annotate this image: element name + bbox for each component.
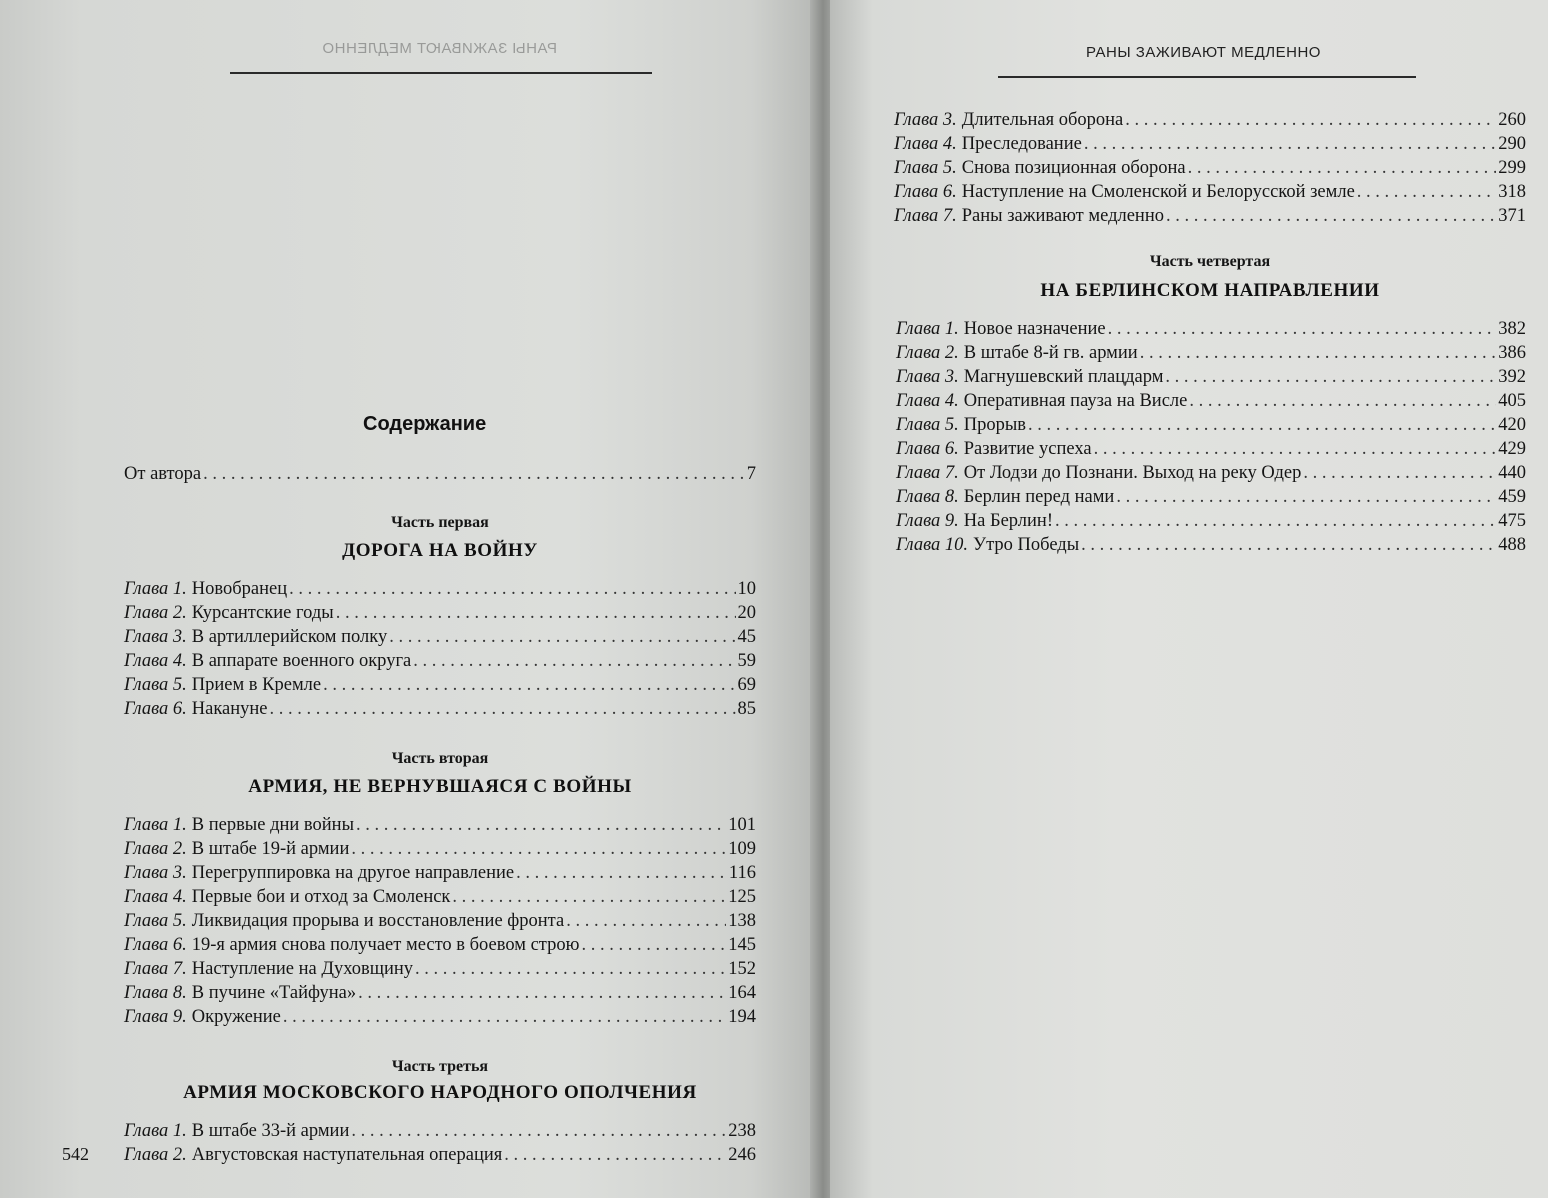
chapter-page: 382 xyxy=(1498,319,1526,339)
toc-heading: Содержание xyxy=(363,413,487,435)
part-label: Часть первая xyxy=(391,514,489,531)
chapter-title: Снова позиционная оборона xyxy=(961,158,1186,178)
chapter-label: Глава 6. xyxy=(124,935,187,955)
toc-entry xyxy=(124,1143,756,1167)
leader-dots xyxy=(1108,317,1497,341)
chapter-title: Прием в Кремле xyxy=(191,675,322,695)
chapter-page: 194 xyxy=(728,1007,756,1027)
leader-dots xyxy=(1166,204,1496,228)
page-number: 542 xyxy=(62,1144,89,1164)
chapter-title: В штабе 19-й армии xyxy=(191,839,350,859)
chapter-title: Первые бои и отход за Смоленск xyxy=(191,887,451,907)
chapter-page: 69 xyxy=(737,675,756,695)
header-rule xyxy=(998,76,1416,78)
chapter-title: Наступление на Смоленской и Белорусской земле xyxy=(961,182,1355,202)
chapter-title: Ликвидация прорыва и восстановление фронта xyxy=(191,911,565,931)
chapter-page: 371 xyxy=(1498,206,1526,226)
chapter-page: 85 xyxy=(737,699,756,719)
toc-entry xyxy=(896,341,1526,365)
part-label: Часть вторая xyxy=(391,750,489,767)
part-title: ДОРОГА НА ВОЙНУ xyxy=(342,540,538,561)
chapter-label: Глава 6. xyxy=(894,182,957,202)
chapter-label: Глава 7. xyxy=(894,206,957,226)
chapter-title: 19-я армия снова получает место в боевом строю xyxy=(191,935,580,955)
leader-dots xyxy=(389,625,735,649)
chapter-title: В первые дни войны xyxy=(191,815,355,835)
toc-entry xyxy=(124,885,756,909)
chapter-page: 420 xyxy=(1498,415,1526,435)
chapter-page: 429 xyxy=(1498,439,1526,459)
chapter-page: 20 xyxy=(737,603,756,623)
toc-entry xyxy=(124,909,756,933)
leader-dots xyxy=(351,837,726,861)
toc-entry xyxy=(894,180,1526,204)
leader-dots xyxy=(516,861,727,885)
leader-dots xyxy=(356,813,726,837)
leader-dots xyxy=(1055,509,1496,533)
chapter-page: 475 xyxy=(1498,511,1526,531)
right-page xyxy=(830,0,1548,1198)
chapter-page: 109 xyxy=(728,839,756,859)
toc-entry-title: От автора xyxy=(124,464,202,484)
part-title: НА БЕРЛИНСКОМ НАПРАВЛЕНИИ xyxy=(1040,280,1380,301)
chapter-title: В штабе 33-й армии xyxy=(191,1121,350,1141)
running-head: РАНЫ ЗАЖИВАЮТ МЕДЛЕННО xyxy=(1086,44,1321,61)
chapter-label: Глава 7. xyxy=(124,959,187,979)
toc-entry xyxy=(896,509,1526,533)
chapter-title: Наступление на Духовщину xyxy=(191,959,414,979)
chapter-label: Глава 6. xyxy=(896,439,959,459)
toc-entry xyxy=(124,1119,756,1143)
toc-entry xyxy=(896,389,1526,413)
leader-dots xyxy=(1189,389,1496,413)
toc-entry xyxy=(124,625,756,649)
chapter-page: 45 xyxy=(737,627,756,647)
chapter-page: 152 xyxy=(728,959,756,979)
chapter-title: В штабе 8-й гв. армии xyxy=(963,343,1138,363)
leader-dots xyxy=(1188,156,1497,180)
leader-dots xyxy=(504,1143,726,1167)
toc-entry xyxy=(124,577,756,601)
leader-dots xyxy=(1303,461,1496,485)
part-title: АРМИЯ МОСКОВСКОГО НАРОДНОГО ОПОЛЧЕНИЯ xyxy=(183,1082,697,1103)
toc-entry xyxy=(894,156,1526,180)
chapter-label: Глава 1. xyxy=(124,579,187,599)
chapter-page: 260 xyxy=(1498,110,1526,130)
toc-entry xyxy=(896,533,1526,557)
chapter-page: 290 xyxy=(1498,134,1526,154)
chapter-page: 101 xyxy=(728,815,756,835)
leader-dots xyxy=(336,601,736,625)
toc-entry xyxy=(124,981,756,1005)
chapter-title: В артиллерийском полку xyxy=(191,627,388,647)
part-title: АРМИЯ, НЕ ВЕРНУВШАЯСЯ С ВОЙНЫ xyxy=(248,776,632,797)
chapter-label: Глава 1. xyxy=(124,1121,187,1141)
leader-dots xyxy=(1084,132,1496,156)
toc-foreword xyxy=(124,462,756,486)
chapter-title: На Берлин! xyxy=(963,511,1053,531)
chapter-label: Глава 3. xyxy=(896,367,959,387)
chapter-title: Курсантские годы xyxy=(191,603,334,623)
chapter-title: Накануне xyxy=(191,699,268,719)
toc-entry xyxy=(124,1005,756,1029)
chapter-title: Длительная оборона xyxy=(961,110,1124,130)
chapter-label: Глава 10. xyxy=(896,535,968,555)
chapter-title: Прорыв xyxy=(963,415,1027,435)
chapter-page: 440 xyxy=(1498,463,1526,483)
chapter-label: Глава 3. xyxy=(894,110,957,130)
chapter-label: Глава 2. xyxy=(124,1145,187,1165)
chapter-page: 299 xyxy=(1498,158,1526,178)
chapter-title: От Лодзи до Познани. Выход на реку Одер xyxy=(963,463,1302,483)
chapter-title: Раны заживают медленно xyxy=(961,206,1164,226)
toc-entry xyxy=(124,813,756,837)
toc-entry xyxy=(896,365,1526,389)
chapter-label: Глава 1. xyxy=(896,319,959,339)
toc-entry xyxy=(896,437,1526,461)
chapter-title: Преследование xyxy=(961,134,1082,154)
toc-entry xyxy=(124,697,756,721)
leader-dots xyxy=(323,673,735,697)
chapter-page: 488 xyxy=(1498,535,1526,555)
leader-dots xyxy=(1028,413,1496,437)
toc-entry xyxy=(896,317,1526,341)
chapter-label: Глава 5. xyxy=(124,911,187,931)
chapter-label: Глава 2. xyxy=(124,603,187,623)
chapter-page: 116 xyxy=(728,863,756,883)
chapter-page: 405 xyxy=(1498,391,1526,411)
chapter-label: Глава 7. xyxy=(896,463,959,483)
chapter-label: Глава 2. xyxy=(896,343,959,363)
chapter-title: Утро Победы xyxy=(973,535,1080,555)
chapter-page: 10 xyxy=(737,579,756,599)
leader-dots xyxy=(415,957,726,981)
chapter-title: В аппарате военного округа xyxy=(191,651,412,671)
chapter-label: Глава 5. xyxy=(896,415,959,435)
toc-entry xyxy=(124,649,756,673)
chapter-title: Окружение xyxy=(191,1007,281,1027)
toc-entry xyxy=(124,673,756,697)
chapter-label: Глава 9. xyxy=(896,511,959,531)
chapter-title: Новобранец xyxy=(191,579,288,599)
chapter-page: 459 xyxy=(1498,487,1526,507)
leader-dots xyxy=(289,577,735,601)
chapter-page: 164 xyxy=(728,983,756,1003)
chapter-title: Оперативная пауза на Висле xyxy=(963,391,1188,411)
chapter-title: В пучине «Тайфуна» xyxy=(191,983,357,1003)
chapter-label: Глава 1. xyxy=(124,815,187,835)
chapter-page: 386 xyxy=(1498,343,1526,363)
toc-entry xyxy=(894,132,1526,156)
leader-dots xyxy=(1081,533,1496,557)
chapter-label: Глава 6. xyxy=(124,699,187,719)
toc-entry xyxy=(124,837,756,861)
leader-dots xyxy=(270,697,736,721)
chapter-label: Глава 5. xyxy=(894,158,957,178)
chapter-page: 238 xyxy=(728,1121,756,1141)
chapter-label: Глава 4. xyxy=(896,391,959,411)
leader-dots xyxy=(1140,341,1497,365)
chapter-title: Магнушевский плацдарм xyxy=(963,367,1164,387)
toc-entry xyxy=(894,108,1526,132)
chapter-label: Глава 4. xyxy=(124,651,187,671)
header-rule xyxy=(230,72,652,74)
leader-dots xyxy=(1116,485,1496,509)
chapter-label: Глава 3. xyxy=(124,863,187,883)
chapter-page: 246 xyxy=(728,1145,756,1165)
chapter-label: Глава 3. xyxy=(124,627,187,647)
chapter-label: Глава 2. xyxy=(124,839,187,859)
toc-entry-page: 7 xyxy=(746,464,756,484)
toc-entry xyxy=(896,485,1526,509)
leader-dots xyxy=(452,885,726,909)
chapter-label: Глава 8. xyxy=(124,983,187,1003)
leader-dots xyxy=(1125,108,1496,132)
leader-dots xyxy=(1165,365,1496,389)
chapter-page: 59 xyxy=(737,651,756,671)
chapter-title: Августовская наступательная операция xyxy=(191,1145,503,1165)
chapter-label: Глава 8. xyxy=(896,487,959,507)
toc-entry xyxy=(124,933,756,957)
chapter-title: Перегруппировка на другое направление xyxy=(191,863,515,883)
chapter-page: 318 xyxy=(1498,182,1526,202)
chapter-title: Берлин перед нами xyxy=(963,487,1115,507)
leader-dots xyxy=(1094,437,1497,461)
leader-dots xyxy=(566,909,726,933)
chapter-page: 392 xyxy=(1498,367,1526,387)
chapter-page: 138 xyxy=(728,911,756,931)
toc-entry xyxy=(124,601,756,625)
chapter-label: Глава 4. xyxy=(124,887,187,907)
toc-entry xyxy=(124,957,756,981)
part-label: Часть четвертая xyxy=(1149,253,1271,270)
chapter-label: Глава 9. xyxy=(124,1007,187,1027)
chapter-label: Глава 4. xyxy=(894,134,957,154)
leader-dots xyxy=(283,1005,726,1029)
toc-entry xyxy=(894,204,1526,228)
chapter-page: 125 xyxy=(728,887,756,907)
leader-dots xyxy=(358,981,726,1005)
leader-dots xyxy=(581,933,726,957)
part-label: Часть третья xyxy=(391,1058,489,1075)
chapter-page: 145 xyxy=(728,935,756,955)
leader-dots xyxy=(1357,180,1496,204)
leader-dots xyxy=(413,649,735,673)
running-head: РАНЫ ЗАЖИВАЮТ МЕДЛЕННО xyxy=(322,40,557,57)
toc-entry xyxy=(896,413,1526,437)
leader-dots xyxy=(203,462,745,486)
chapter-label: Глава 5. xyxy=(124,675,187,695)
toc-entry xyxy=(896,461,1526,485)
leader-dots xyxy=(351,1119,726,1143)
toc-entry xyxy=(124,861,756,885)
chapter-title: Новое назначение xyxy=(963,319,1106,339)
chapter-title: Развитие успеха xyxy=(963,439,1092,459)
